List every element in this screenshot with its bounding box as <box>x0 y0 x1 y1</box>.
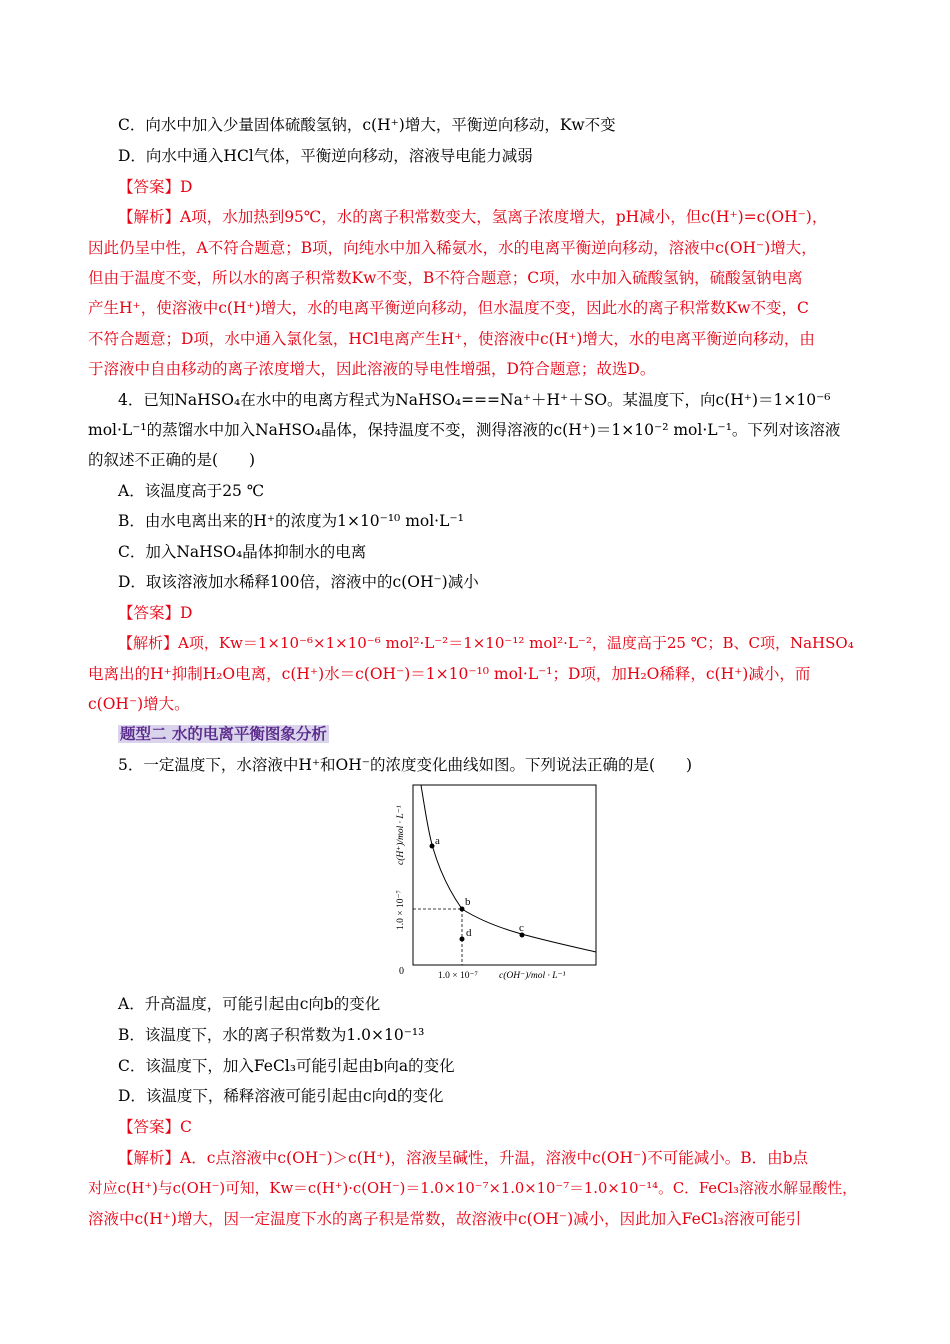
analysis-q3-line3: 但由于温度不变，所以水的离子积常数Kw不变，B不符合题意；C项，水中加入硫酸氢钠，硫酸氢钠电离 <box>88 269 803 287</box>
point-a <box>430 844 435 849</box>
x-tick-label: 1.0 × 10⁻⁷ <box>438 971 478 981</box>
point-b <box>460 907 465 912</box>
question-4-line3: 的叙述不正确的是( ) <box>88 451 256 469</box>
answer-q4: 【答案】D <box>118 604 193 622</box>
analysis-q5-line2: 对应c(H⁺)与c(OH⁻)可知，Kw＝c(H⁺)·c(OH⁻)＝1.0×10⁻⁷×1.0×10⁻⁷＝1.0×10⁻¹⁴。C．FeCl₃溶液水解显酸性， <box>88 1180 857 1197</box>
curve-line <box>421 785 596 952</box>
option-a-q4: A．该温度高于25 ℃ <box>118 482 265 500</box>
analysis-q3-line4: 产生H⁺，使溶液中c(H⁺)增大，水的电离平衡逆向移动，但水温度不变，因此水的离子积常数Kw不变，C <box>88 299 809 317</box>
section-heading-text: 题型二 水的电离平衡图象分析 <box>120 725 327 743</box>
option-d-q4: D．取该溶液加水稀释100倍，溶液中的c(OH⁻)减小 <box>118 573 479 591</box>
answer-q5: 【答案】C <box>118 1118 192 1136</box>
point-a-label: a <box>435 835 440 847</box>
point-d <box>460 937 465 942</box>
question-5-line1: 5．一定温度下，水溶液中H⁺和OH⁻的浓度变化曲线如图。下列说法正确的是( ) <box>118 756 693 774</box>
origin-label: 0 <box>399 966 404 977</box>
concentration-curve-figure <box>385 780 600 985</box>
point-c-label: c <box>519 922 524 934</box>
point-d-label: d <box>466 927 472 939</box>
option-b-q5: B．该温度下，水的离子积常数为1.0×10⁻¹³ <box>118 1026 425 1044</box>
option-d-q5: D．该温度下，稀释溶液可能引起由c向d的变化 <box>118 1087 444 1105</box>
analysis-q5-line1: 【解析】A．c点溶液中c(OH⁻)＞c(H⁺)，溶液呈碱性，升温，溶液中c(OH⁻)不可能减小。B．由b点 <box>118 1149 809 1167</box>
option-a-q5: A．升高温度，可能引起由c向b的变化 <box>118 995 381 1013</box>
option-d-q3: D．向水中通入HCl气体，平衡逆向移动，溶液导电能力减弱 <box>118 147 533 165</box>
analysis-q4-line2: 电离出的H⁺抑制H₂O电离，c(H⁺)水＝c(OH⁻)＝1×10⁻¹⁰ mol·L⁻¹；D项，加H₂O稀释，c(H⁺)减小，而 <box>88 665 811 683</box>
answer-q3: 【答案】D <box>118 178 193 196</box>
section-heading <box>118 724 893 744</box>
analysis-q4-line3: c(OH⁻)增大。 <box>88 695 190 713</box>
plot-frame <box>413 785 596 965</box>
curve-svg <box>385 780 600 985</box>
analysis-q4-line1: 【解析】A项，Kw＝1×10⁻⁶×1×10⁻⁶ mol²·L⁻²＝1×10⁻¹² mol²·L⁻²，温度高于25 ℃；B、C项，NaHSO₄ <box>118 634 854 652</box>
option-c-q4: C．加入NaHSO₄晶体抑制水的电离 <box>118 543 367 561</box>
analysis-q3-line5: 不符合题意；D项，水中通入氯化氢，HCl电离产生H⁺，使溶液中c(H⁺)增大，水的电离平衡逆向移动，由 <box>88 330 815 348</box>
x-axis-label: c(OH⁻)/mol · L⁻¹ <box>499 971 566 981</box>
analysis-q3-line6: 于溶液中自由移动的离子浓度增大，因此溶液的导电性增强，D符合题意；故选D。 <box>88 360 656 378</box>
question-4-line1: 4．已知NaHSO₄在水中的电离方程式为NaHSO₄===Na⁺＋H⁺＋SO。某温度下，向c(H⁺)＝1×10⁻⁶ <box>118 391 831 409</box>
y-axis-label: c(H⁺)/mol · L⁻¹ <box>396 805 406 865</box>
analysis-q3-line1: 【解析】A项，水加热到95℃，水的离子积常数变大，氢离子浓度增大，pH减小，但c(H⁺)=c(OH⁻)， <box>118 208 828 226</box>
analysis-q5-line3: 溶液中c(H⁺)增大，因一定温度下水的离子积是常数，故溶液中c(OH⁻)减小，因此加入FeCl₃溶液可能引 <box>88 1210 802 1228</box>
option-b-q4: B．由水电离出来的H⁺的浓度为1×10⁻¹⁰ mol·L⁻¹ <box>118 512 464 530</box>
option-c-q3: C．向水中加入少量固体硫酸氢钠，c(H⁺)增大，平衡逆向移动，Kw不变 <box>118 116 616 134</box>
y-tick-label: 1.0 × 10⁻⁷ <box>396 890 406 930</box>
option-c-q5: C．该温度下，加入FeCl₃可能引起由b向a的变化 <box>118 1057 455 1075</box>
question-4-line2: mol·L⁻¹的蒸馏水中加入NaHSO₄晶体，保持温度不变，测得溶液的c(H⁺)＝1×10⁻² mol·L⁻¹。下列对该溶液 <box>88 421 841 439</box>
point-b-label: b <box>465 896 471 908</box>
analysis-q3-line2: 因此仍呈中性，A不符合题意；B项，向纯水中加入稀氨水，水的电离平衡逆向移动，溶液中c(OH⁻)增大， <box>88 239 817 257</box>
